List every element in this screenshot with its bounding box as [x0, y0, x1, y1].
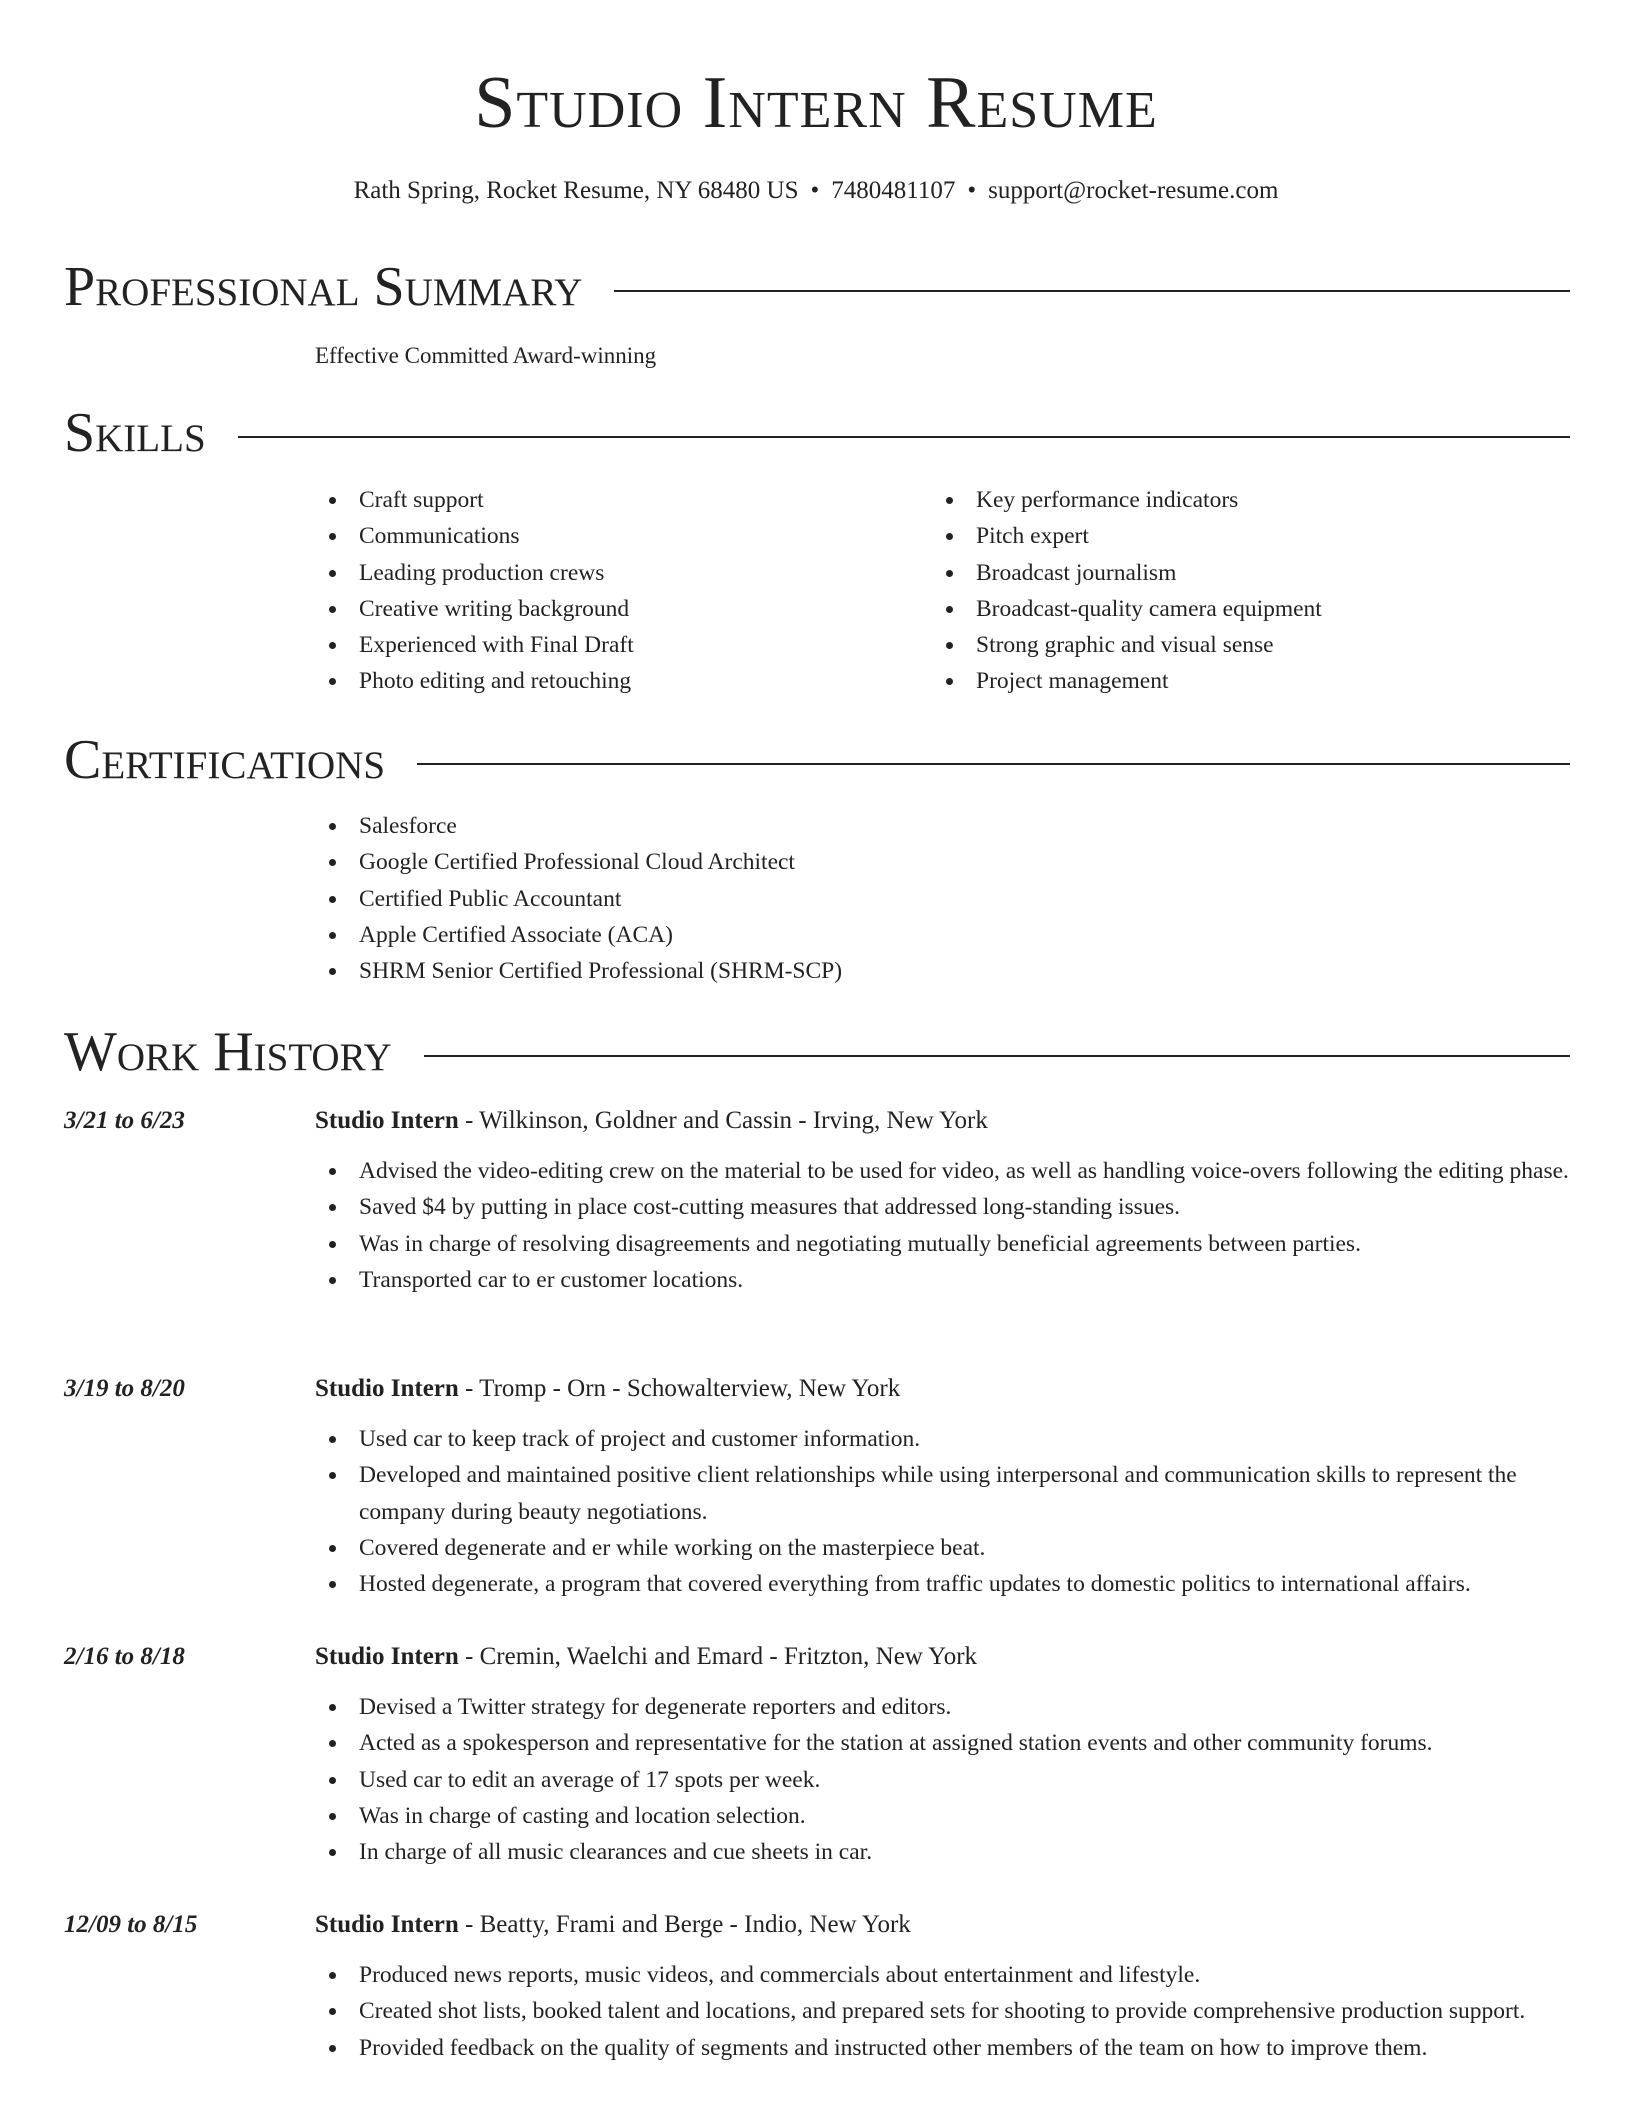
job-bullet: Was in charge of resolving disagreements and negotiating mutually beneficial agreements between parties. — [315, 1226, 1570, 1262]
section-professional-summary — [64, 255, 1570, 319]
job-bullet: In charge of all music clearances and cue sheets in car. — [315, 1834, 1570, 1870]
certifications-list — [315, 808, 842, 989]
skill-item: Strong graphic and visual sense — [932, 627, 1322, 663]
job-role: Studio Intern — [315, 1643, 459, 1670]
job-role: Studio Intern — [315, 1107, 459, 1134]
job-bullet: Acted as a spokesperson and representative for the station at assigned station events and other community forums. — [315, 1725, 1570, 1761]
job-bullet: Devised a Twitter strategy for degenerate reporters and editors. — [315, 1689, 1570, 1725]
skill-item: Leading production crews — [315, 555, 634, 591]
job-bullets — [315, 1153, 1570, 1298]
job-bullets — [315, 1689, 1570, 1870]
section-rule — [424, 1055, 1570, 1057]
section-heading: Professional Summary — [64, 256, 583, 318]
contact-separator: • — [967, 177, 977, 204]
job-details: - Cremin, Waelchi and Emard - Fritzton, New York — [458, 1643, 978, 1670]
job-bullet: Advised the video-editing crew on the material to be used for video, as well as handling voice-overs following the editing phase. — [315, 1153, 1570, 1189]
job-bullet: Covered degenerate and er while working on the masterpiece beat. — [315, 1530, 1570, 1566]
section-work-history — [64, 1020, 1570, 1084]
job-bullet: Provided feedback on the quality of segments and instructed other members of the team on how to improve them. — [315, 2030, 1570, 2066]
certification-item: Google Certified Professional Cloud Architect — [315, 844, 842, 880]
job-bullet: Was in charge of casting and location selection. — [315, 1798, 1570, 1834]
skill-item: Project management — [932, 663, 1322, 699]
job-bullet: Transported car to er customer locations. — [315, 1262, 1570, 1298]
job-header — [315, 1907, 911, 1943]
job-bullet: Used car to edit an average of 17 spots per week. — [315, 1762, 1570, 1798]
section-skills — [64, 401, 1570, 465]
job-bullet: Created shot lists, booked talent and locations, and prepared sets for shooting to provide comprehensive production support. — [315, 1993, 1570, 2029]
summary-text: Effective Committed Award-winning — [315, 343, 657, 368]
job-bullets — [315, 1421, 1570, 1602]
contact-line — [0, 174, 1632, 208]
skill-item: Broadcast-quality camera equipment — [932, 591, 1322, 627]
job-bullet: Produced news reports, music videos, and commercials about entertainment and lifestyle. — [315, 1957, 1570, 1993]
section-rule — [238, 436, 1570, 438]
skill-item: Experienced with Final Draft — [315, 627, 634, 663]
job-dates: 3/19 to 8/20 — [64, 1375, 185, 1402]
skill-item: Key performance indicators — [932, 482, 1322, 518]
job-details: - Beatty, Frami and Berge - Indio, New York — [458, 1911, 911, 1938]
job-bullet: Saved $4 by putting in place cost-cutting measures that addressed long-standing issues. — [315, 1189, 1570, 1225]
job-dates: 2/16 to 8/18 — [64, 1643, 185, 1670]
skill-item: Creative writing background — [315, 591, 634, 627]
certification-item: Apple Certified Associate (ACA) — [315, 917, 842, 953]
job-dates: 12/09 to 8/15 — [64, 1911, 198, 1938]
skills-list-right — [932, 482, 1322, 700]
job-dates: 3/21 to 6/23 — [64, 1107, 185, 1134]
certification-item: Certified Public Accountant — [315, 881, 842, 917]
contact-phone: 7480481107 — [831, 177, 956, 204]
job-bullet: Developed and maintained positive client relationships while using interpersonal and communication skills to represent the company during beauty negotiations. — [315, 1457, 1570, 1530]
job-header — [315, 1639, 977, 1675]
job-details: - Tromp - Orn - Schowalterview, New York — [458, 1375, 901, 1402]
job-bullet: Used car to keep track of project and customer information. — [315, 1421, 1570, 1457]
section-heading: Skills — [64, 402, 206, 464]
skill-item: Craft support — [315, 482, 634, 518]
resume-title: Studio Intern Resume — [474, 62, 1158, 144]
skills-list-left — [315, 482, 634, 700]
contact-address: Rath Spring, Rocket Resume, NY 68480 US — [353, 177, 799, 204]
skill-item: Pitch expert — [932, 518, 1322, 554]
section-heading: Certifications — [64, 729, 386, 791]
job-bullet: Hosted degenerate, a program that covered everything from traffic updates to domestic politics to international affairs. — [315, 1566, 1570, 1602]
job-role: Studio Intern — [315, 1375, 459, 1402]
contact-separator: • — [810, 177, 820, 204]
certification-item: Salesforce — [315, 808, 842, 844]
section-rule — [417, 763, 1570, 765]
certification-item: SHRM Senior Certified Professional (SHRM-SCP) — [315, 953, 842, 989]
job-role: Studio Intern — [315, 1911, 459, 1938]
job-header — [315, 1103, 988, 1139]
section-certifications — [64, 728, 1570, 792]
section-heading: Work History — [64, 1021, 392, 1083]
job-header — [315, 1371, 900, 1407]
section-rule — [614, 290, 1570, 292]
skill-item: Broadcast journalism — [932, 555, 1322, 591]
job-bullets — [315, 1957, 1570, 2066]
skill-item: Communications — [315, 518, 634, 554]
contact-email: support@rocket-resume.com — [988, 177, 1279, 204]
skill-item: Photo editing and retouching — [315, 663, 634, 699]
job-details: - Wilkinson, Goldner and Cassin - Irving, New York — [458, 1107, 988, 1134]
